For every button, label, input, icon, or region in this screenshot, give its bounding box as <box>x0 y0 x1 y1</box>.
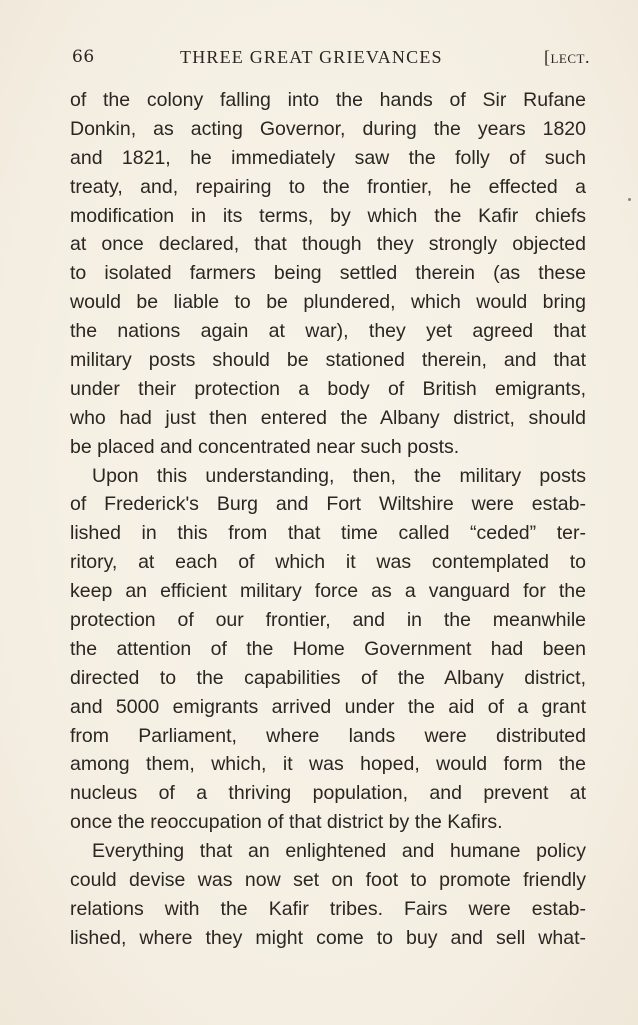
text-line: could devise was now set on foot to promote friendly <box>70 869 586 892</box>
page-number: 66 <box>72 47 95 67</box>
text-line: at once declared, that though they strongly objected <box>70 233 586 256</box>
text-line: directed to the capabilities of the Albany district, <box>70 666 586 689</box>
text-line: military posts should be stationed therein, and that <box>70 349 586 372</box>
text-line: from Parliament, where lands were distributed <box>70 724 586 747</box>
text-line: treaty, and, repairing to the frontier, he effected a <box>70 175 586 198</box>
paragraph-end-line: be placed and concentrated near such posts. <box>70 435 460 458</box>
text-line: Donkin, as acting Governor, during the years 1820 <box>70 117 586 140</box>
text-line: lished, where they might come to buy and sell what- <box>70 926 586 949</box>
text-line: of Frederick's Burg and Fort Wiltshire were estab- <box>70 493 586 516</box>
text-line: would be liable to be plundered, which would bring <box>70 291 586 314</box>
text-line: among them, which, it was hoped, would form the <box>70 753 586 776</box>
text-line: and 1821, he immediately saw the folly of such <box>70 146 586 169</box>
paragraph-start-line: Upon this understanding, then, the military posts <box>92 464 586 487</box>
text-line: keep an efficient military force as a vanguard for the <box>70 580 586 603</box>
paragraph-end-line: once the reoccupation of that district by the Kafirs. <box>70 811 503 834</box>
running-header <box>72 47 590 71</box>
body-text <box>70 86 586 953</box>
paragraph-start-line: Everything that an enlightened and humane policy <box>92 840 586 863</box>
text-line: relations with the Kafir tribes. Fairs were estab- <box>70 897 586 920</box>
text-line: to isolated farmers being settled therein (as these <box>70 262 586 285</box>
text-line: the attention of the Home Government had been <box>70 637 586 660</box>
section-marker: [lect. <box>544 47 590 67</box>
margin-speck <box>628 198 631 201</box>
text-line: ritory, at each of which it was contemplated to <box>70 551 586 574</box>
text-line: of the colony falling into the hands of Sir Rufane <box>70 89 586 111</box>
text-line: nucleus of a thriving population, and prevent at <box>70 782 586 805</box>
text-line: lished in this from that time called “ceded” ter- <box>70 522 586 545</box>
text-line: the nations again at war), they yet agreed that <box>70 320 586 343</box>
text-line: and 5000 emigrants arrived under the aid of a grant <box>70 695 586 718</box>
text-line: protection of our frontier, and in the meanwhile <box>70 609 586 632</box>
text-line: who had just then entered the Albany district, should <box>70 406 586 429</box>
running-title: THREE GREAT GRIEVANCES <box>180 47 443 67</box>
text-line: under their protection a body of British emigrants, <box>70 377 586 400</box>
text-line: modification in its terms, by which the Kafir chiefs <box>70 204 586 227</box>
